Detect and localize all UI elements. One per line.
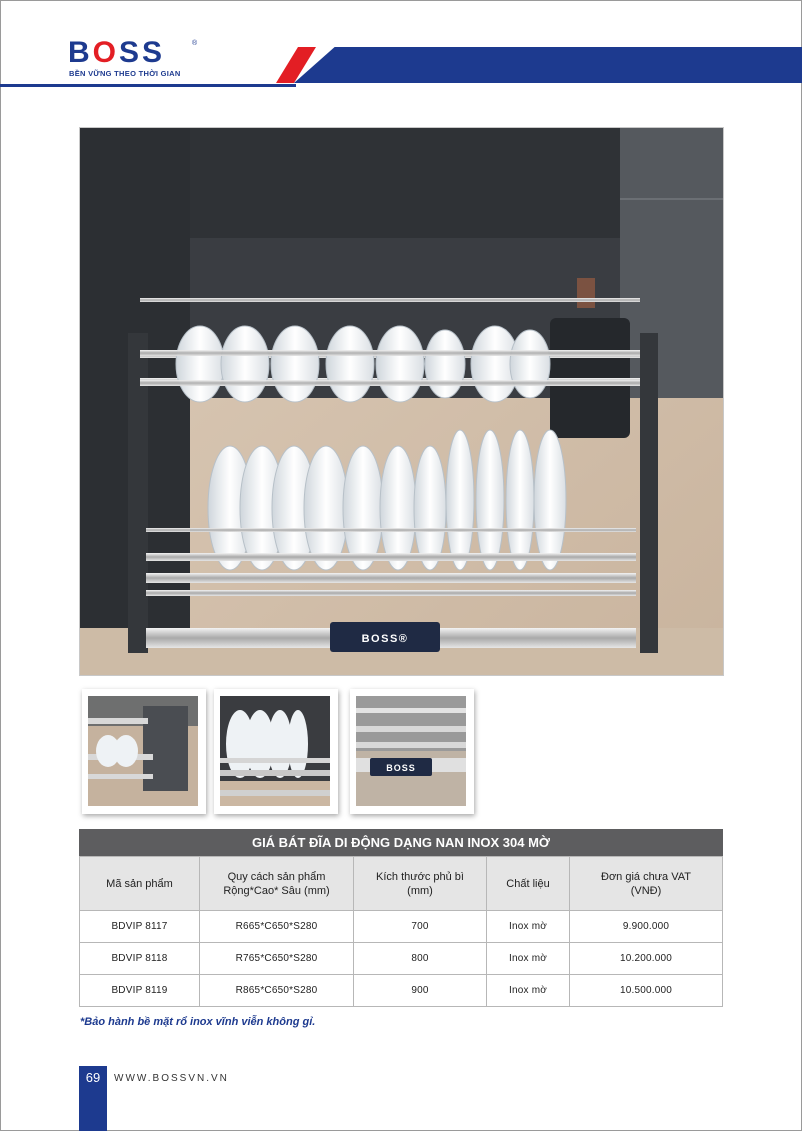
- cell-material: Inox mờ: [487, 943, 570, 975]
- cell-product-code: BDVIP 8117: [80, 911, 200, 943]
- logo-registered-mark: ®: [192, 40, 198, 47]
- cell-price: 10.500.000: [570, 975, 723, 1007]
- basket-handle-label: BOSS®: [361, 633, 409, 645]
- table-header-row: [80, 857, 723, 911]
- price-spec-table: [79, 829, 723, 1007]
- cell-overall-size: 700: [354, 911, 487, 943]
- product-main-photo: [79, 127, 724, 676]
- cell-product-code: BDVIP 8118: [80, 943, 200, 975]
- page-number: 69: [85, 1070, 101, 1085]
- boss-logo: [68, 38, 208, 80]
- logo-tagline: BỀN VỮNG THEO THỜI GIAN: [69, 69, 181, 78]
- cell-material: Inox mờ: [487, 975, 570, 1007]
- cell-price: 10.200.000: [570, 943, 723, 975]
- header-specification: Quy cách sản phẩm Rộng*Cao* Sâu (mm): [200, 857, 354, 911]
- thumbnail-handle-label: BOSS: [386, 763, 416, 773]
- warranty-note: *Bảo hành bề mặt rổ inox vĩnh viễn không gỉ.: [80, 1016, 316, 1028]
- website-link[interactable]: WWW.BOSSVN.VN: [114, 1073, 229, 1084]
- header-price: Đơn giá chưa VAT (VNĐ): [570, 857, 723, 911]
- cell-material: Inox mờ: [487, 911, 570, 943]
- header-blue-band: [294, 47, 802, 83]
- cell-specification: R665*C650*S280: [200, 911, 354, 943]
- thumbnail-side-view[interactable]: [82, 689, 206, 814]
- logo-wordmark: BOSS: [68, 36, 166, 69]
- cell-specification: R865*C650*S280: [200, 975, 354, 1007]
- header-product-code: Mã sản phẩm: [80, 857, 200, 911]
- table-row: [80, 911, 723, 943]
- table-row: [80, 975, 723, 1007]
- header-material: Chất liệu: [487, 857, 570, 911]
- cell-price: 9.900.000: [570, 911, 723, 943]
- cell-product-code: BDVIP 8119: [80, 975, 200, 1007]
- cell-overall-size: 900: [354, 975, 487, 1007]
- cell-specification: R765*C650*S280: [200, 943, 354, 975]
- thumbnail-lower-basket[interactable]: [214, 689, 338, 814]
- header-rule: [0, 84, 296, 87]
- cell-overall-size: 800: [354, 943, 487, 975]
- header-overall-size: Kích thước phủ bì (mm): [354, 857, 487, 911]
- thumbnail-handle-detail[interactable]: [350, 689, 474, 814]
- table-title: GIÁ BÁT ĐĨA DI ĐỘNG DẠNG NAN INOX 304 MỜ: [79, 829, 723, 856]
- table-row: [80, 943, 723, 975]
